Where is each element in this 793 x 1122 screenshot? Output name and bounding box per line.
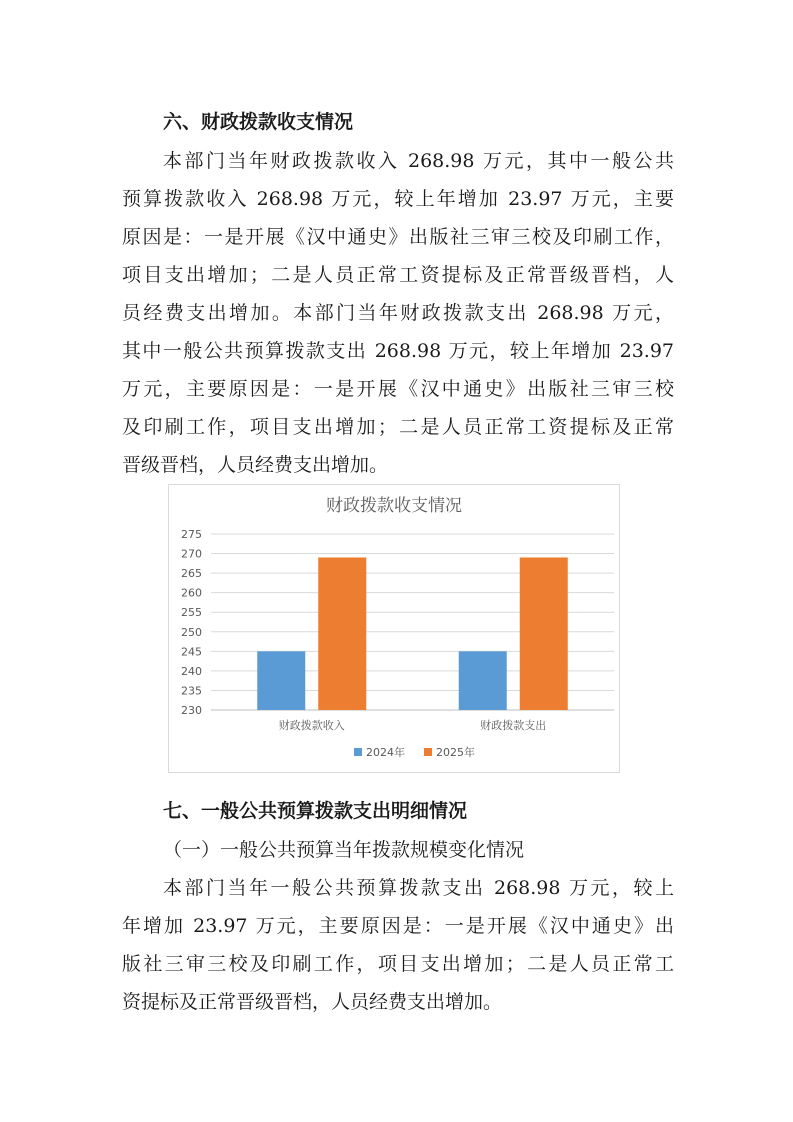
y-tick-label: 275	[181, 528, 202, 541]
bar	[318, 557, 366, 710]
y-tick-label: 265	[181, 567, 202, 581]
paragraph-line: 本部门当年一般公共预算拨款支出 268.98 万元，较上	[163, 877, 674, 899]
section-7-heading: 七、一般公共预算拨款支出明细情况	[163, 800, 468, 822]
legend-label: 2024年	[366, 746, 405, 759]
y-tick-label: 270	[181, 547, 202, 561]
bar	[257, 651, 305, 710]
bar-chart-svg	[169, 485, 619, 772]
bar	[459, 651, 507, 710]
paragraph-line: 原因是：一是开展《汉中通史》出版社三审三校及印刷工作，	[122, 226, 674, 248]
paragraph-line: 本部门当年财政拨款收入 268.98 万元，其中一般公共	[163, 150, 674, 172]
x-category-label: 财政拨款收入	[278, 719, 345, 732]
chart-title: 财政拨款收支情况	[326, 496, 462, 516]
y-tick-label: 235	[181, 684, 202, 698]
section-7-subheading: （一）一般公共预算当年拨款规模变化情况	[163, 839, 525, 861]
paragraph-line: 年增加 23.97 万元，主要原因是：一是开展《汉中通史》出	[122, 915, 674, 937]
paragraph-line: 预算拨款收入 268.98 万元，较上年增加 23.97 万元，主要	[122, 188, 674, 210]
paragraph-line: 晋级晋档，人员经费支出增加。	[122, 454, 389, 476]
paragraph-line: 其中一般公共预算拨款支出 268.98 万元，较上年增加 23.97	[122, 340, 674, 362]
paragraph-line: 版社三审三校及印刷工作，项目支出增加；二是人员正常工	[122, 953, 674, 975]
legend-label: 2025年	[436, 746, 475, 759]
y-tick-label: 245	[181, 645, 202, 659]
paragraph-line: 及印刷工作，项目支出增加；二是人员正常工资提标及正常	[122, 416, 674, 438]
x-category-label: 财政拨款支出	[480, 719, 547, 732]
y-tick-label: 230	[181, 704, 202, 717]
y-tick-label: 255	[181, 606, 202, 620]
paragraph-line: 资提标及正常晋级晋档，人员经费支出增加。	[122, 991, 503, 1013]
paragraph-line: 员经费支出增加。本部门当年财政拨款支出 268.98 万元，	[122, 302, 674, 324]
bar	[520, 557, 568, 710]
y-tick-label: 250	[181, 625, 202, 639]
paragraph-line: 项目支出增加；二是人员正常工资提标及正常晋级晋档，人	[122, 264, 674, 286]
y-tick-label: 240	[181, 664, 202, 678]
y-tick-label: 260	[181, 586, 202, 600]
paragraph-line: 万元，主要原因是：一是开展《汉中通史》出版社三审三校	[122, 378, 674, 400]
legend-swatch	[354, 748, 362, 756]
section-6-heading: 六、财政拨款收支情况	[163, 111, 354, 133]
bar-chart	[168, 484, 620, 773]
legend-swatch	[424, 748, 432, 756]
